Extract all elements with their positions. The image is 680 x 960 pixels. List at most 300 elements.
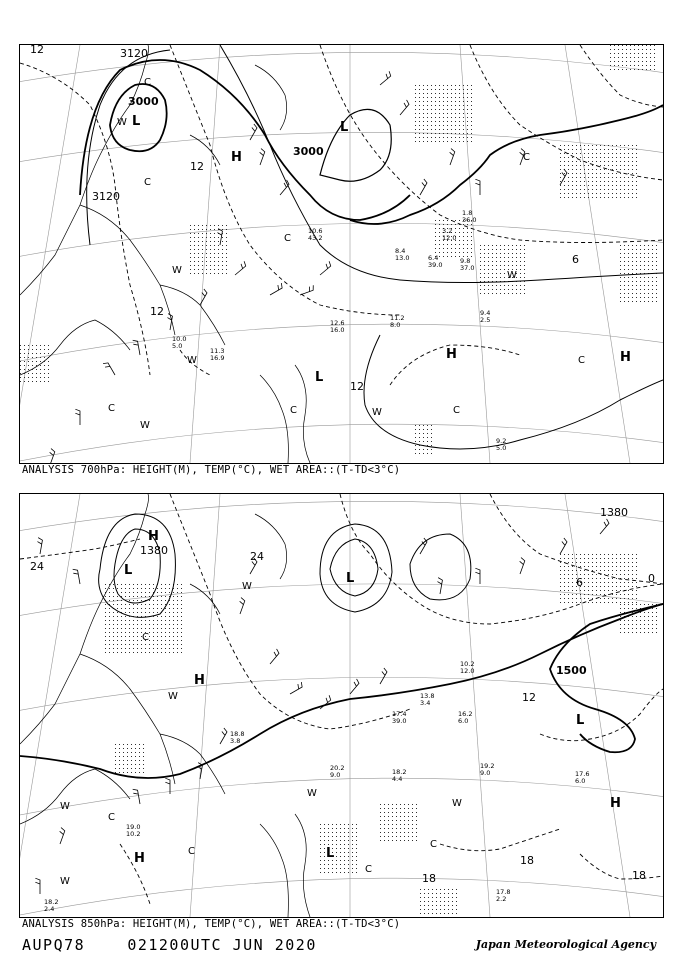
wet-dot — [618, 65, 619, 66]
wet-dot — [352, 836, 353, 837]
wet-dot — [612, 173, 613, 174]
wet-dot — [427, 133, 428, 134]
wet-dot — [632, 277, 633, 278]
wet-dot — [572, 145, 573, 146]
wet-dot — [459, 252, 460, 253]
wet-dot — [324, 868, 325, 869]
caption-700hpa: ANALYSIS 700hPa: HEIGHT(M), TEMP(°C), WET AREA::(T-TD<3°C) — [22, 464, 401, 476]
wet-dot — [133, 608, 134, 609]
wet-dot — [632, 169, 633, 170]
wet-dot — [210, 253, 211, 254]
wet-dot — [624, 149, 625, 150]
wet-dot — [206, 269, 207, 270]
wet-dot — [471, 252, 472, 253]
wet-dot — [109, 584, 110, 585]
wet-dot — [524, 249, 525, 250]
wet-dot — [648, 293, 649, 294]
wet-dot — [129, 632, 130, 633]
wet-dot — [459, 129, 460, 130]
warm-center: W — [140, 420, 150, 431]
wet-dot — [628, 149, 629, 150]
wet-dot — [568, 554, 569, 555]
wet-dot — [600, 177, 601, 178]
wet-dot — [620, 197, 621, 198]
wet-dot — [604, 181, 605, 182]
wet-dot — [392, 808, 393, 809]
wet-dot — [20, 373, 21, 374]
wet-dot — [636, 165, 637, 166]
cold-center: C — [142, 632, 149, 643]
wet-dot — [648, 277, 649, 278]
wet-dot — [644, 249, 645, 250]
wet-dot — [440, 897, 441, 898]
wet-dot — [576, 173, 577, 174]
wet-dot — [416, 828, 417, 829]
wet-dot — [636, 281, 637, 282]
wet-dot — [576, 181, 577, 182]
wet-dot — [471, 224, 472, 225]
wet-dot — [608, 582, 609, 583]
wet-dot — [105, 636, 106, 637]
wet-dot — [622, 45, 623, 46]
wet-dot — [415, 113, 416, 114]
wet-dot — [650, 69, 651, 70]
wet-dot — [28, 349, 29, 350]
wet-dot — [348, 872, 349, 873]
wet-dot — [654, 49, 655, 50]
wet-dot — [105, 644, 106, 645]
wet-dot — [139, 764, 140, 765]
wet-dot — [177, 616, 178, 617]
wet-dot — [467, 85, 468, 86]
wet-dot — [133, 612, 134, 613]
wet-dot — [210, 229, 211, 230]
wet-dot — [459, 109, 460, 110]
wet-dot — [620, 181, 621, 182]
wet-dot — [564, 193, 565, 194]
wet-dot — [435, 85, 436, 86]
wet-dot — [129, 604, 130, 605]
wet-dot — [568, 570, 569, 571]
wet-dot — [439, 236, 440, 237]
wet-dot — [584, 590, 585, 591]
wet-dot — [161, 592, 162, 593]
wet-dot — [463, 121, 464, 122]
wet-dot — [447, 113, 448, 114]
wet-dot — [459, 117, 460, 118]
wet-dot — [173, 652, 174, 653]
wet-dot — [620, 590, 621, 591]
wet-dot — [202, 233, 203, 234]
wet-dot — [157, 652, 158, 653]
wet-dot — [624, 245, 625, 246]
wet-dot — [616, 570, 617, 571]
wet-dot — [141, 616, 142, 617]
wet-dot — [320, 868, 321, 869]
wet-dot — [226, 265, 227, 266]
wet-dot — [113, 652, 114, 653]
wet-dot — [496, 289, 497, 290]
wet-dot — [620, 261, 621, 262]
wet-dot — [198, 233, 199, 234]
wet-dot — [324, 848, 325, 849]
wet-dot — [20, 349, 21, 350]
wet-dot — [145, 588, 146, 589]
wet-dot — [214, 261, 215, 262]
wet-dot — [444, 913, 445, 914]
wet-dot — [564, 578, 565, 579]
wet-dot — [423, 117, 424, 118]
wet-dot — [432, 905, 433, 906]
wet-dot — [427, 129, 428, 130]
wet-dot — [467, 137, 468, 138]
wet-dot — [580, 153, 581, 154]
wet-dot — [612, 590, 613, 591]
wet-dot — [423, 141, 424, 142]
wet-dot — [628, 193, 629, 194]
wet-dot — [596, 574, 597, 575]
wet-dot — [435, 113, 436, 114]
wet-dot — [656, 293, 657, 294]
wet-dot — [630, 45, 631, 46]
wet-dot — [145, 644, 146, 645]
wet-dot — [628, 586, 629, 587]
wet-dot — [654, 45, 655, 46]
wet-dot — [356, 856, 357, 857]
wet-dot — [640, 277, 641, 278]
wet-dot — [604, 598, 605, 599]
wet-dot — [157, 620, 158, 621]
wet-dot — [388, 832, 389, 833]
wet-dot — [336, 868, 337, 869]
wet-dot — [340, 852, 341, 853]
wet-dot — [181, 608, 182, 609]
wet-dot — [214, 245, 215, 246]
wet-dot — [32, 345, 33, 346]
wet-dot — [44, 349, 45, 350]
wet-dot — [568, 590, 569, 591]
wet-dot — [451, 133, 452, 134]
wet-dot — [636, 574, 637, 575]
wet-dot — [149, 596, 150, 597]
wet-dot — [463, 228, 464, 229]
wet-dot — [500, 289, 501, 290]
wet-dot — [652, 281, 653, 282]
wet-dot — [48, 361, 49, 362]
wet-dot — [380, 836, 381, 837]
wet-dot — [135, 752, 136, 753]
wet-dot — [340, 844, 341, 845]
wet-dot — [455, 220, 456, 221]
station-temp: 13.8 — [420, 692, 435, 700]
wet-dot — [560, 558, 561, 559]
wet-dot — [560, 193, 561, 194]
wet-dot — [181, 616, 182, 617]
wet-dot — [588, 566, 589, 567]
wet-dot — [572, 193, 573, 194]
wet-dot — [604, 582, 605, 583]
wet-dot — [194, 249, 195, 250]
wet-dot — [492, 285, 493, 286]
wet-dot — [447, 256, 448, 257]
wet-dot — [392, 816, 393, 817]
wet-dot — [628, 566, 629, 567]
wet-dot — [636, 594, 637, 595]
station-temp: 8.4 — [395, 247, 406, 255]
map-850hpa — [19, 493, 664, 918]
wet-dot — [608, 193, 609, 194]
wet-dot — [20, 381, 21, 382]
wet-dot — [488, 257, 489, 258]
wet-dot — [624, 602, 625, 603]
isotherm-labels — [30, 550, 655, 885]
wet-dot — [129, 608, 130, 609]
wet-dot — [628, 582, 629, 583]
wet-dot — [628, 197, 629, 198]
wet-dot — [564, 602, 565, 603]
wet-dot — [588, 161, 589, 162]
wet-dot — [123, 768, 124, 769]
wet-dot — [427, 117, 428, 118]
wet-dot — [28, 373, 29, 374]
wet-dot — [572, 173, 573, 174]
wet-dot — [105, 612, 106, 613]
wet-dot — [480, 245, 481, 246]
wet-dot — [119, 756, 120, 757]
wet-dot — [480, 269, 481, 270]
wet-dot — [604, 177, 605, 178]
wet-dot — [632, 293, 633, 294]
wet-dot — [431, 433, 432, 434]
wet-dot — [431, 425, 432, 426]
wet-dot — [564, 185, 565, 186]
wet-dot — [177, 628, 178, 629]
wet-dot — [404, 808, 405, 809]
station-temp: 1.8 — [462, 209, 473, 217]
wet-dot — [488, 289, 489, 290]
wet-dot — [512, 249, 513, 250]
wet-dot — [105, 588, 106, 589]
wet-dot — [226, 229, 227, 230]
wet-dot — [488, 245, 489, 246]
wet-dot — [656, 285, 657, 286]
wet-dot — [644, 265, 645, 266]
wet-dot — [624, 185, 625, 186]
wet-dot — [443, 121, 444, 122]
wet-dot — [584, 554, 585, 555]
wet-dot — [463, 137, 464, 138]
wet-dot — [568, 562, 569, 563]
wet-dot — [419, 85, 420, 86]
wet-dot — [508, 261, 509, 262]
wet-dot — [40, 345, 41, 346]
wet-dot — [105, 608, 106, 609]
wet-dot — [480, 257, 481, 258]
wet-dot — [161, 604, 162, 605]
wet-dot — [420, 905, 421, 906]
wet-dot — [157, 624, 158, 625]
wet-dot — [141, 584, 142, 585]
wet-dot — [137, 620, 138, 621]
wet-dot — [560, 189, 561, 190]
wet-dot — [20, 377, 21, 378]
wet-dot — [320, 848, 321, 849]
wet-dot — [576, 153, 577, 154]
wet-dot — [388, 812, 389, 813]
wet-dot — [608, 185, 609, 186]
wet-dot — [444, 909, 445, 910]
wet-dot — [447, 97, 448, 98]
wet-dot — [444, 897, 445, 898]
wet-dot — [610, 49, 611, 50]
wet-dot — [604, 193, 605, 194]
station-temp: 16.2 — [458, 710, 473, 718]
wet-dot — [588, 165, 589, 166]
wet-dot — [576, 574, 577, 575]
wet-dot — [642, 69, 643, 70]
wet-dot — [646, 61, 647, 62]
wet-dot — [572, 586, 573, 587]
wet-dot — [600, 153, 601, 154]
wet-dot — [600, 189, 601, 190]
wet-dot — [616, 157, 617, 158]
wet-dot — [592, 161, 593, 162]
station-temp: 10.6 — [308, 227, 323, 235]
wet-dot — [636, 265, 637, 266]
wet-dot — [656, 261, 657, 262]
wet-dot — [431, 133, 432, 134]
wet-dot — [451, 85, 452, 86]
wet-dot — [644, 261, 645, 262]
wet-dot — [624, 558, 625, 559]
wet-dot — [612, 578, 613, 579]
wet-dot — [384, 816, 385, 817]
wet-dot — [455, 101, 456, 102]
wet-dot — [588, 594, 589, 595]
wet-dot — [400, 836, 401, 837]
station-dewpoint: 6.0 — [458, 717, 469, 725]
wet-dot — [636, 181, 637, 182]
wind-barb — [167, 314, 172, 330]
wet-dot — [117, 612, 118, 613]
wet-dot — [640, 265, 641, 266]
wet-dot — [572, 197, 573, 198]
wet-dot — [628, 161, 629, 162]
wet-dot — [210, 249, 211, 250]
wet-dot — [656, 612, 657, 613]
wet-dot — [632, 149, 633, 150]
wet-dot — [165, 584, 166, 585]
wet-dot — [32, 365, 33, 366]
wet-dot — [408, 812, 409, 813]
wet-dot — [165, 624, 166, 625]
wet-dot — [584, 169, 585, 170]
wet-dot — [560, 582, 561, 583]
wet-dot — [652, 285, 653, 286]
station-dewpoint: 12.0 — [460, 667, 475, 675]
wet-dot — [524, 253, 525, 254]
wet-dot — [632, 624, 633, 625]
wet-dot — [431, 101, 432, 102]
wet-dot — [636, 608, 637, 609]
wet-dot — [427, 89, 428, 90]
wet-dot — [484, 265, 485, 266]
wet-dot — [568, 161, 569, 162]
wet-dot — [456, 901, 457, 902]
wet-dot — [572, 590, 573, 591]
wet-area-stipple — [105, 554, 657, 914]
wet-dot — [620, 157, 621, 158]
wet-dot — [652, 604, 653, 605]
wet-dot — [455, 113, 456, 114]
wet-dot — [36, 369, 37, 370]
wet-dot — [592, 590, 593, 591]
wet-dot — [145, 620, 146, 621]
wet-dot — [520, 285, 521, 286]
wet-dot — [636, 149, 637, 150]
wet-dot — [600, 594, 601, 595]
station-temp: 9.8 — [460, 257, 471, 265]
wet-dot — [435, 224, 436, 225]
wet-dot — [632, 145, 633, 146]
wet-dot — [636, 277, 637, 278]
wet-dot — [332, 844, 333, 845]
wet-dot — [622, 49, 623, 50]
wet-dot — [320, 844, 321, 845]
wet-dot — [214, 257, 215, 258]
wet-dot — [604, 554, 605, 555]
wind-barb — [350, 679, 359, 694]
wet-dot — [624, 562, 625, 563]
wet-dot — [415, 85, 416, 86]
wet-dot — [127, 768, 128, 769]
wind-barb — [420, 538, 427, 554]
high-center: H — [610, 796, 621, 811]
wet-dot — [612, 161, 613, 162]
wet-dot — [628, 261, 629, 262]
wet-dot — [471, 89, 472, 90]
wet-dot — [194, 225, 195, 226]
wet-dot — [392, 828, 393, 829]
wet-dot — [121, 628, 122, 629]
wet-dot — [356, 852, 357, 853]
wet-dot — [415, 129, 416, 130]
wet-dot — [324, 832, 325, 833]
wet-dot — [584, 570, 585, 571]
wet-dot — [129, 588, 130, 589]
wet-dot — [612, 157, 613, 158]
wet-dot — [198, 253, 199, 254]
wet-dot — [560, 562, 561, 563]
wet-dot — [143, 748, 144, 749]
wet-dot — [222, 253, 223, 254]
wet-dot — [226, 237, 227, 238]
wet-dot — [121, 636, 122, 637]
wet-dot — [448, 889, 449, 890]
wet-dot — [608, 590, 609, 591]
wet-dot — [388, 836, 389, 837]
wet-dot — [20, 361, 21, 362]
wet-dot — [113, 648, 114, 649]
wet-dot — [161, 596, 162, 597]
wet-dot — [620, 249, 621, 250]
wet-dot — [471, 113, 472, 114]
wet-dot — [628, 273, 629, 274]
wet-dot — [640, 249, 641, 250]
wet-dot — [648, 301, 649, 302]
station-temp: 19.0 — [126, 823, 141, 831]
wet-dot — [210, 225, 211, 226]
